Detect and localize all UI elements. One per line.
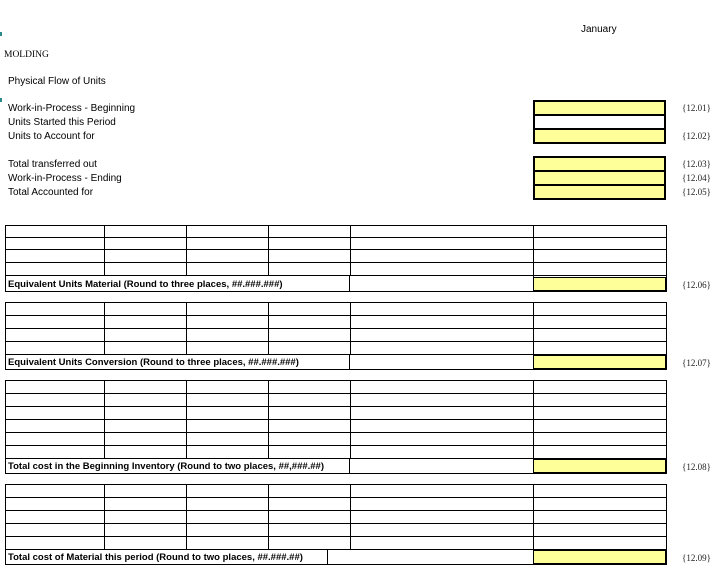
ref-12-02: {12.02} [682,131,711,141]
flow-row-label-wip-beginning: Work-in-Process - Beginning [8,103,136,114]
grid-column-line [350,225,351,276]
ref-12-05: {12.05} [682,187,711,197]
grid-column-line [104,484,105,550]
beginning-inventory-cost-label: Total cost in the Beginning Inventory (Round to two places, ##,###.##) [8,461,325,472]
grid-row-line [5,291,667,292]
grid-column-line [5,484,6,565]
ref-12-01: {12.01} [682,103,711,113]
grid-column-line [666,302,667,370]
beginning-inventory-cost-input[interactable] [533,459,666,473]
flow-row-label-units-started: Units Started this Period [8,117,116,128]
edge-mark [0,98,2,102]
label-cell-border [349,275,350,292]
total-accounted-input[interactable] [533,184,666,200]
grid-column-line [104,302,105,355]
ref-12-06: {12.06} [682,280,711,290]
grid-column-line [350,302,351,355]
equivalent-units-conversion-input[interactable] [533,355,666,369]
ref-12-03: {12.03} [682,159,711,169]
grid-column-line [186,484,187,550]
grid-row-line [5,369,667,370]
grid-column-line [268,380,269,459]
equivalent-units-conversion-label: Equivalent Units Conversion (Round to three places, ##.###.###) [8,357,299,368]
grid-column-line [186,225,187,276]
flow-row-label-wip-ending: Work-in-Process - Ending [8,173,122,184]
department-title: MOLDING [4,50,49,60]
flow-row-label-total-accounted: Total Accounted for [8,187,94,198]
grid-column-line [104,225,105,276]
label-cell-border [327,549,328,565]
grid-column-line [666,380,667,474]
grid-column-line [5,302,6,370]
grid-column-line [350,380,351,459]
grid-column-line [5,380,6,474]
flow-row-label-units-to-account: Units to Account for [8,131,95,142]
equivalent-units-material-input[interactable] [533,277,666,291]
grid-column-line [186,380,187,459]
units-to-account-input[interactable] [533,128,666,144]
label-cell-border [349,354,350,370]
grid-column-line [666,484,667,565]
grid-column-line [268,225,269,276]
grid-column-line [666,225,667,292]
grid-column-line [104,380,105,459]
grid-column-line [186,302,187,355]
ref-12-09: {12.09} [682,553,711,563]
material-cost-label: Total cost of Material this period (Round to two places, ##.###.##) [8,552,303,563]
grid-column-line [5,225,6,292]
physical-flow-title: Physical Flow of Units [8,76,106,87]
ref-12-07: {12.07} [682,358,711,368]
equivalent-units-material-label: Equivalent Units Material (Round to three places, ##.###.###) [8,279,283,290]
grid-row-line [5,564,667,565]
material-cost-input[interactable] [533,550,666,564]
edge-mark [0,32,2,36]
grid-column-line [268,302,269,355]
grid-row-line [5,473,667,474]
grid-column-line [350,484,351,550]
ref-12-08: {12.08} [682,462,711,472]
ref-12-04: {12.04} [682,173,711,183]
month-header: January [581,24,617,35]
flow-row-label-transferred-out: Total transferred out [8,159,97,170]
label-cell-border [349,458,350,474]
grid-column-line [268,484,269,550]
